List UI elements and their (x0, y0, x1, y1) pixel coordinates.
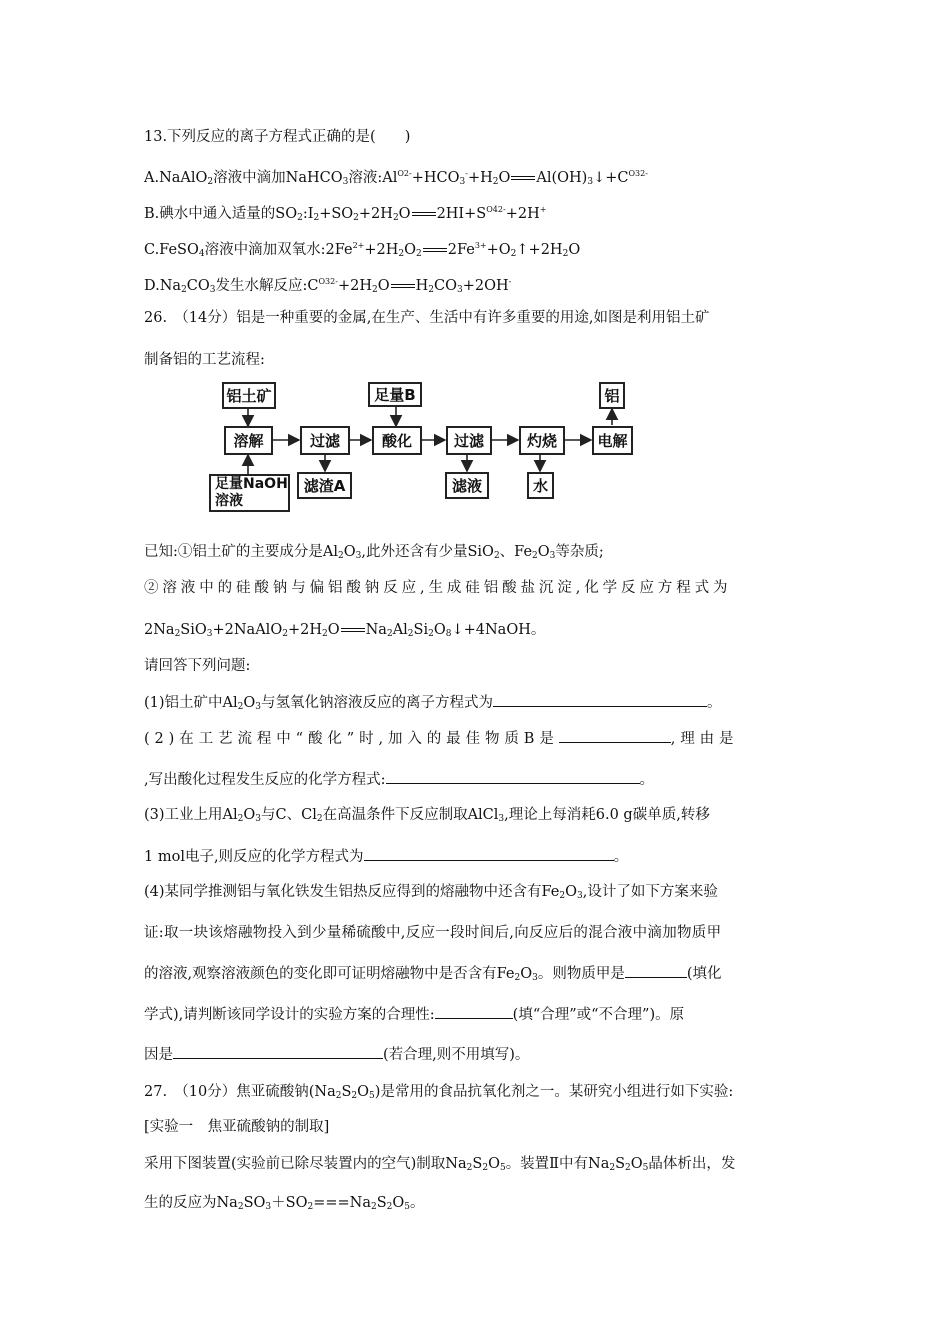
answer-blank-3[interactable] (364, 846, 614, 861)
q26-part-4e: 因是 (若合理,则不用填写)。 (144, 1044, 529, 1065)
box-filter-2: 过滤 (446, 426, 492, 455)
answer-blank-4b[interactable] (435, 1004, 513, 1019)
box-water: 水 (527, 472, 554, 499)
q26-part-1: (1)铝土矿中$Al_2O_3$与氢氧化钠溶液反应的离子方程式为 。 (144, 692, 722, 717)
answer-blank-4c[interactable] (173, 1044, 383, 1059)
box-filter-1: 过滤 (300, 426, 350, 455)
box-acidify: 酸化 (372, 426, 422, 455)
box-calcine: 灼烧 (519, 426, 565, 455)
box-dissolve: 溶解 (224, 426, 273, 455)
box-electrolysis: 电解 (592, 426, 633, 455)
q26-known-2: ②溶液中的硅酸钠与偏铝酸钠反应,生成硅铝酸盐沉淀,化学反应方程式为 (144, 580, 732, 596)
q26-prompt: 请回答下列问题: (144, 658, 251, 674)
q13-option-b: B.碘水中通入适量的$SO_2:I_2+SO_2+2H_2O$ $2HI+S^{O42-}+2H^+$ (144, 205, 547, 223)
box-naoh-solution: 足量NaOH 溶液 (209, 474, 290, 512)
q27-stem: 27. （10分）焦亚硫酸钠$(Na_2S_2O_5)$是常用的食品抗氧化剂之一。某研究小组进行如下实验: (144, 1084, 734, 1101)
q26-part-4a: (4)某同学推测铝与氧化铁发生铝热反应得到的熔融物中还含有$Fe_2O_3$,设计了如下方案来验 (144, 884, 718, 901)
q26-known-1: 已知:①铝土矿的主要成分是$Al_2O_3$,此外还含有少量SiO$_2$、$Fe_2O_3$等杂质; (144, 544, 604, 561)
q13-option-c: C.FeSO$_4$溶液中滴加双氧水$:2Fe^{2+}+2H_2O_2$ $2Fe^{3+}+O_2↑+2H_2O$ (144, 241, 581, 259)
q27-experiment-title: [实验一 焦亚硫酸钠的制取] (144, 1119, 330, 1135)
q26-known-3: $2Na_2SiO_3+2NaAlO_2+2H_2O$ $Na_2Al_2Si_2O_8↓+4NaOH$。 (144, 622, 546, 639)
answer-blank-2a[interactable] (559, 728, 671, 743)
answer-blank-1[interactable] (493, 692, 707, 707)
q13-option-d: $D.Na_2CO_3$发生水解反应$:C^{O32-}+2H_2O$ $H_2CO_3+2OH^-$ (144, 277, 512, 295)
q26-stem-line2: 制备铝的工艺流程: (144, 352, 265, 368)
box-bauxite: 铝土矿 (222, 382, 276, 409)
answer-blank-4a[interactable] (625, 963, 687, 978)
q26-part-4b: 证:取一块该熔融物投入到少量稀硫酸中,反应一段时间后,向反应后的混合液中滴加物质甲 (144, 925, 722, 941)
q27-line-2: 生的反应为$Na_2SO_3+SO_2===Na_2S_2O_5$。 (144, 1195, 425, 1212)
box-residue-a: 滤渣A (297, 472, 352, 499)
q26-part-2a: (2)在工艺流程中“酸化”时,加入的最佳物质B是 ,理由是 (144, 728, 738, 749)
equals-sign (341, 628, 365, 632)
q13-option-a: A.NaAlO$_2$溶液中滴加NaHCO$_3$溶液$:Al^{O2-}+HCO_3^-+H_2O$ $Al(OH)_3↓+C^{O32-}$ (144, 169, 648, 187)
q26-part-2b: ,写出酸化过程发生反应的化学方程式: 。 (144, 769, 654, 790)
q13-stem: 13.下列反应的离子方程式正确的是( ) (144, 129, 411, 145)
q26-part-4d: 学式),请判断该同学设计的实验方案的合理性: (填“合理”或“不合理”)。原 (144, 1004, 684, 1025)
answer-blank-2b[interactable] (386, 769, 640, 784)
box-excess-b: 足量B (368, 382, 422, 407)
q27-line-1: 采用下图装置(实验前已除尽装置内的空气)制取$Na_2S_2O_5$。装置Ⅱ中有$Na_2S_2O_5$晶体析出，发 (144, 1156, 736, 1173)
box-aluminum: 铝 (599, 382, 625, 409)
box-filtrate: 滤液 (445, 472, 489, 499)
q26-part-3a: (3)工业上用$Al_2O_3$与C、$Cl_2$在高温条件下反应制取AlCl$_3$,理论上每消耗6.0 g碳单质,转移 (144, 807, 710, 824)
q26-stem-line1: 26. （14分）铝是一种重要的金属,在生产、生活中有许多重要的用途,如图是利用铝土矿 (144, 310, 710, 326)
q26-part-4c: 的溶液,观察溶液颜色的变化即可证明熔融物中是否含有$Fe_2O_3$。则物质甲是 (填化 (144, 963, 722, 988)
q26-part-3b: 1 mol电子,则反应的化学方程式为 。 (144, 846, 628, 867)
